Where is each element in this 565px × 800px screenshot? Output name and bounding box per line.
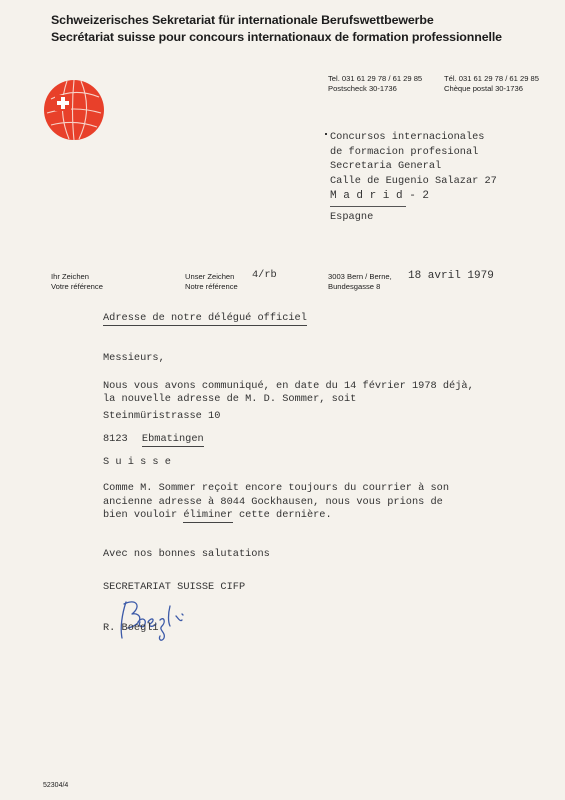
new-address-city: Ebmatingen [141, 433, 204, 445]
contact-right [444, 74, 539, 94]
ref-notre-reference-label: Notre référence [185, 282, 238, 291]
contact-left-post: Postscheck 30-1736 [328, 84, 397, 93]
recipient-city-rule [330, 206, 406, 207]
sender-address [328, 272, 392, 292]
recipient-city: M a d r i d - 2 [330, 190, 430, 202]
letterhead-title-fr: Secrétariat suisse pour concours internationaux de formation professionnelle [51, 30, 502, 44]
sender-address-line-2: Bundesgasse 8 [328, 282, 381, 291]
footer-code: 52304/4 [43, 782, 69, 789]
paragraph-2-line-3-end: cette dernière. [238, 509, 332, 521]
contact-left-tel: Tel. 031 61 29 78 / 61 29 85 [328, 74, 423, 83]
ref-ours [185, 272, 238, 292]
paragraph-2-line-3 [103, 509, 449, 523]
contact-right-tel: Tél. 031 61 29 78 / 61 29 85 [444, 74, 539, 83]
new-address-postcode: 8123 [103, 433, 128, 445]
recipient-line-2: de formacion profesional [330, 145, 479, 158]
ref-ihr-zeichen-label: Ihr Zeichen [51, 272, 89, 281]
new-address-street: Steinmüristrasse 10 [103, 410, 221, 422]
recipient-address [330, 130, 497, 188]
paragraph-2-line-2: ancienne adresse à 8044 Gockhausen, nous vous prions de [103, 495, 443, 508]
subject-line [103, 312, 307, 324]
subject-text: Adresse de notre délégué officiel [103, 312, 307, 324]
ref-yours [51, 272, 103, 292]
ref-unser-zeichen-label: Unser Zeichen [185, 272, 235, 281]
contact-right-post: Chèque postal 30-1736 [444, 84, 523, 93]
paragraph-1-line-1: Nous vous avons communiqué, en date du 14 février 1978 déjà, [103, 380, 474, 392]
new-address-country: S u i s s e [103, 456, 171, 468]
contact-left [328, 74, 422, 94]
paragraph-2-emphasis: éliminer [183, 509, 233, 521]
signer-name: R. Boegli [103, 622, 159, 634]
address-mark [325, 133, 327, 135]
sender-address-line-1: 3003 Bern / Berne, [328, 272, 392, 281]
organization-name: SECRETARIAT SUISSE CIFP [103, 581, 246, 593]
recipient-country: Espagne [330, 211, 374, 223]
recipient-line-4: Calle de Eugenio Salazar 27 [330, 174, 497, 187]
letterhead-title-de: Schweizerisches Sekretariat für internationale Berufswettbewerbe [51, 13, 434, 27]
new-address-city-line [103, 433, 204, 445]
ref-votre-reference-label: Votre référence [51, 282, 103, 291]
ref-ours-value: 4/rb [252, 269, 277, 281]
paragraph-2-line-3-start: bien vouloir [103, 509, 178, 521]
salutation: Messieurs, [103, 352, 165, 364]
paragraph-1-line-2: la nouvelle adresse de M. D. Sommer, soit [103, 393, 357, 405]
recipient-line-1: Concursos internacionales [330, 131, 485, 143]
swiss-cross-globe-logo [43, 79, 105, 141]
recipient-line-3: Secretaria General [330, 160, 442, 172]
closing: Avec nos bonnes salutations [103, 548, 270, 560]
handwritten-signature [112, 594, 192, 644]
paragraph-2 [103, 482, 449, 523]
paragraph-2-line-1: Comme M. Sommer reçoit encore toujours du courrier à son [103, 482, 450, 494]
paragraph-1 [103, 380, 474, 406]
letter-date: 18 avril 1979 [408, 270, 494, 282]
